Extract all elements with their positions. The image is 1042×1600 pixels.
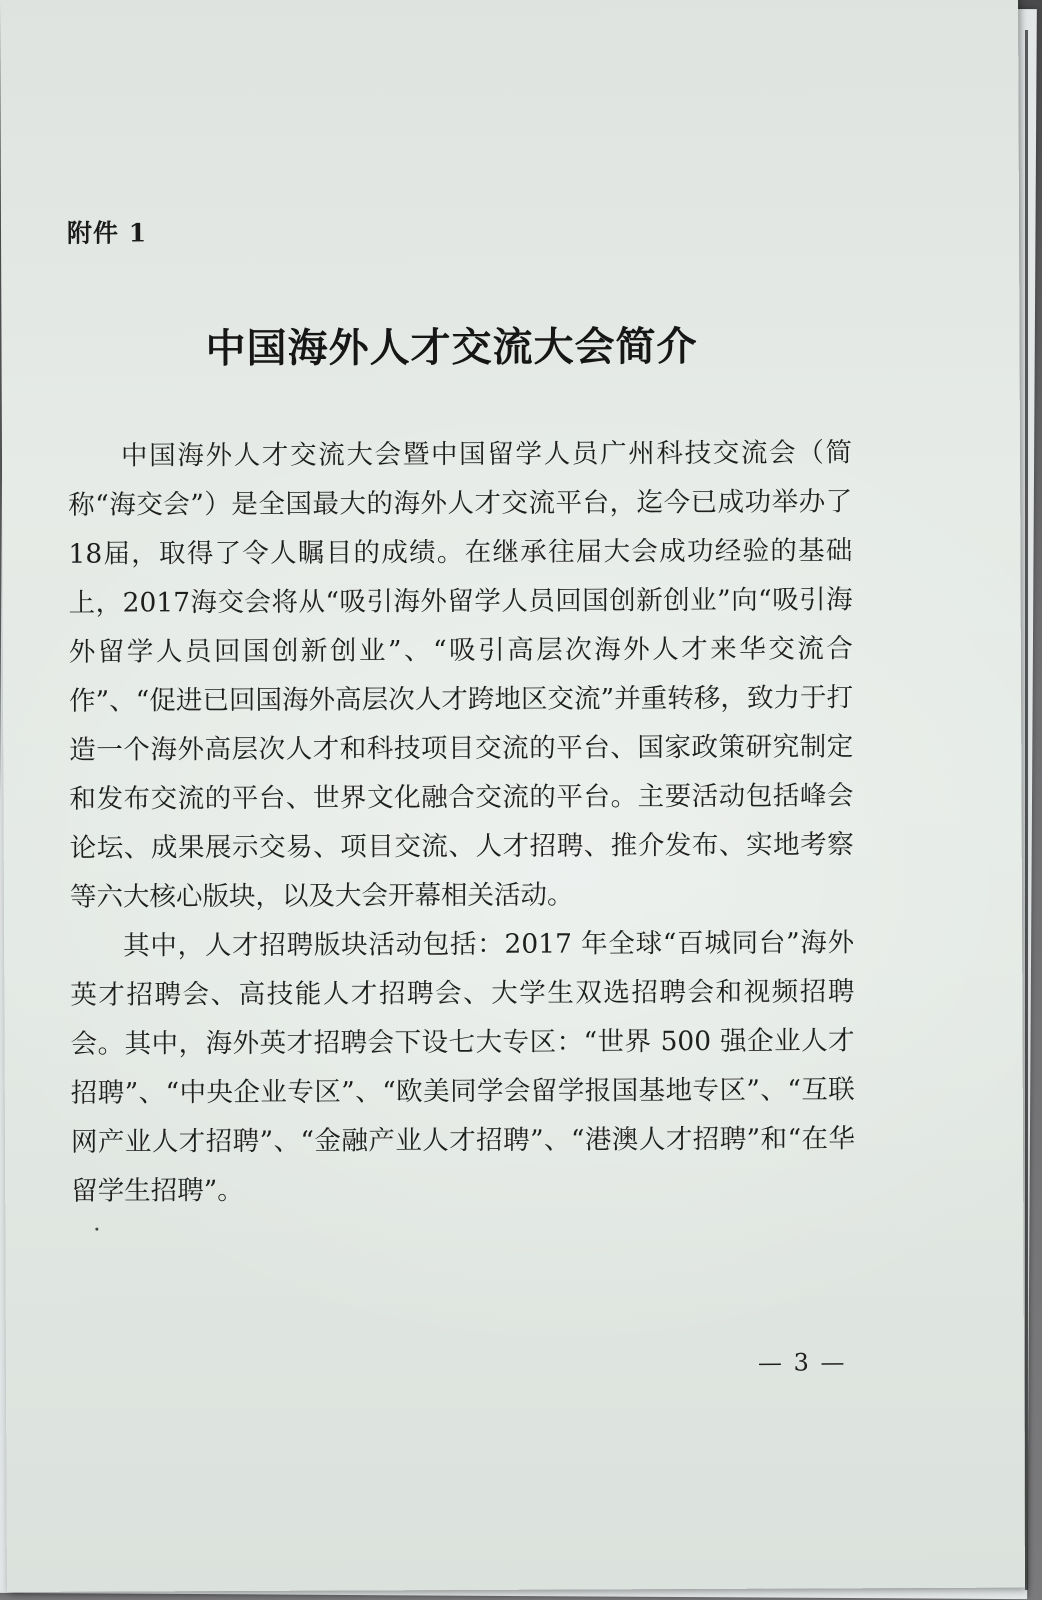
document-title: 中国海外人才交流大会简介 — [205, 322, 698, 373]
paragraph-intro: 中国海外人才交流大会暨中国留学人员广州科技交流会（简称“海交会”）是全国最大的海外人才交流平台，迄今已成功举办了18届，取得了令人瞩目的成绩。在继承往届大会成功经验的基础上，2017海交会将从“吸引海外留学人员回国创新创业”向“吸引海外留学人员回国创新创业”、“吸引高层次海外人才来华交流合作”、“促进已回国海外高层次人才跨地区交流”并重转移，致力于打造一个海外高层次人才和科技项目交流的平台、国家政策研究制定和发布交流的平台、世界文化融合交流的平台。主要活动包括峰会论坛、成果展示交易、项目交流、人才招聘、推介发布、实地考察等六大核心版块，以及大会开幕相关活动。 — [68, 437, 854, 913]
page-edge-shadow — [1025, 30, 1028, 1590]
document-body — [68, 428, 855, 1215]
page-number: — 3 — — [757, 1348, 847, 1377]
attachment-label: 附件 1 — [66, 218, 148, 248]
stray-mark — [95, 1228, 98, 1231]
paragraph-recruitment: 其中，人才招聘版块活动包括：2017 年全球“百城同台”海外英才招聘会、高技能人才招聘会、大学生双选招聘会和视频招聘会。其中，海外英才招聘会下设七大专区：“世界 500 强企业人才招聘”、“中央企业专区”、“欧美同学会留学报国基地专区”、“互联网产业人才招聘”、“金融产业人才招聘”、“港澳人才招聘”和“在华留学生招聘”。 — [70, 927, 856, 1207]
